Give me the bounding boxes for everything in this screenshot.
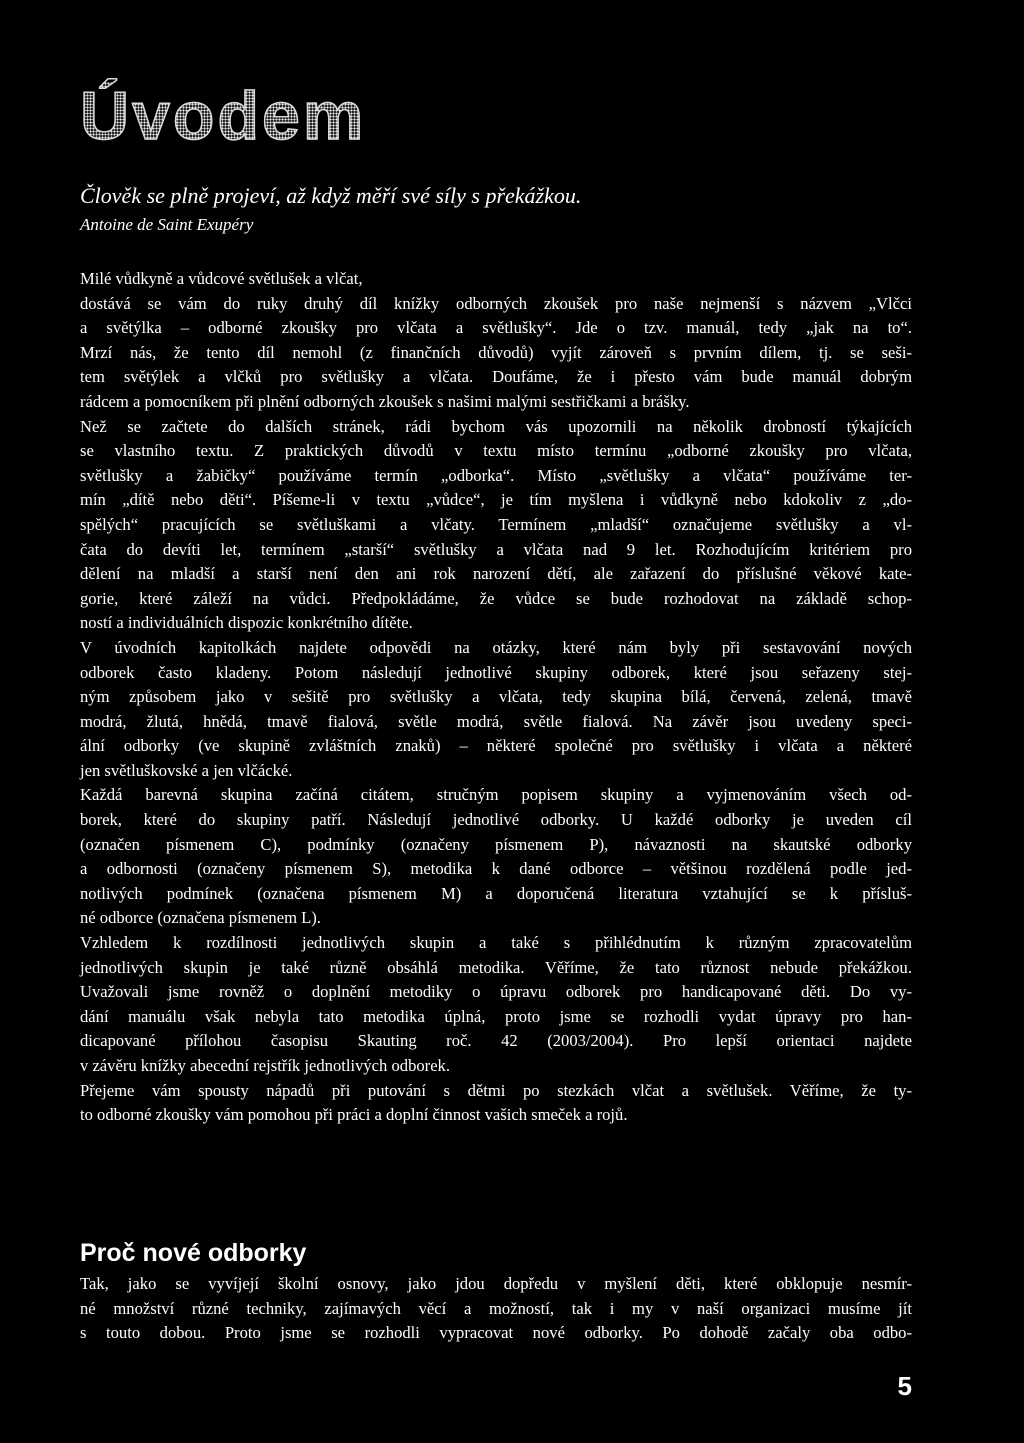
text-line: Mrzí nás, že tento díl nemohl (z finančních důvodů) vyjít zároveň s prvním dílem, tj. se seši- xyxy=(80,342,912,362)
page-number: 5 xyxy=(897,1371,912,1401)
text-line: tem světýlek a vlčků pro světlušky a vlčata. Doufáme, že i přesto vám bude manuál dobrým xyxy=(80,367,912,387)
text-line: spělých“ pracujících se světluškami a vlčaty. Termínem „mladší“ označujeme světlušky a vl- xyxy=(80,514,912,534)
text-line: Vzhledem k rozdílnosti jednotlivých skupin a také s přihlédnutím k různým zpracovatelům xyxy=(80,933,912,953)
page-heading: Úvodem xyxy=(80,78,367,154)
text-line: Milé vůdkyně a vůdcové světlušek a vlčat, xyxy=(80,269,363,288)
text-line: dicapované přílohou časopisu Skauting roč. 42 (2003/2004). Pro lepší orientaci najdete xyxy=(80,1031,912,1051)
text-line: dělení na mladší a starší není den ani rok narození dětí, ale zařazení do příslušné věkové kate- xyxy=(80,564,912,584)
text-line: rádcem a pomocníkem při plnění odborných zkoušek s našimi malými sestřičkami a brášky. xyxy=(80,391,690,411)
text-line: borek, které do skupiny patří. Následují jednotlivé odborky. U každé odborky je uveden cíl xyxy=(80,810,912,830)
text-line: ností a individuálních dispozic konkrétního dítěte. xyxy=(80,613,413,633)
text-line: v závěru knížky abecední rejstřík jednotlivých odborek. xyxy=(80,1056,451,1075)
text-line: to odborné zkoušky vám pomohou při práci a doplní činnost vašich smeček a rojů. xyxy=(80,1105,628,1125)
text-line: gorie, které záleží na vůdci. Předpokládáme, že vůdce se bude rozhodovat na základě schop- xyxy=(80,588,912,608)
text-line: Než se začtete do dalších stránek, rádi bychom vás upozornili na několik drobností týkajících xyxy=(80,416,912,436)
text-line: dostává se vám do ruky druhý díl knížky odborných zkoušek pro naše nejmenší s názvem „Vlčci xyxy=(80,293,912,313)
page xyxy=(80,0,912,1443)
motto-author: Antoine de Saint Exupéry xyxy=(80,215,254,234)
text-line: (označen písmenem C), podmínky (označeny písmenem P), návaznosti na skautské odborky xyxy=(80,834,912,854)
text-line: mín „dítě nebo děti“. Píšeme-li v textu „vůdce“, je tím myšlena i vůdkyně nebo kdokoliv z „do- xyxy=(80,490,912,510)
text-line: jen světluškovské a jen vlčácké. xyxy=(80,760,293,780)
text-line: odborek často kladeny. Potom následují jednotlivé skupiny odborek, které jsou seřazeny stej- xyxy=(80,662,912,682)
text-line: a světýlka – odborné zkoušky pro vlčata a světlušky“. Jde o tzv. manuál, tedy „jak na to“. xyxy=(80,318,912,338)
section-heading: Proč nové odborky xyxy=(80,1239,307,1267)
text-line: V úvodních kapitolkách najdete odpovědi na otázky, které nám byly při sestavování nových xyxy=(80,637,912,657)
text-line: se vlastního textu. Z praktických důvodů v textu místo termínu „odborné zkoušky pro vlčata, xyxy=(80,441,912,461)
text-line: né množství různé techniky, zajímavých věcí a možností, tak i my v naší organizaci musíme jít xyxy=(80,1298,912,1318)
text-line: a odbornosti (označeny písmenem S), metodika k dané odborce – většinou rozdělená podle jed- xyxy=(80,859,912,879)
text-line: Přejeme vám spousty nápadů při putování s dětmi po stezkách vlčat a světlušek. Věříme, že ty- xyxy=(80,1080,912,1100)
text-line: ným způsobem jako v sešitě pro světlušky a vlčata, tedy skupina bílá, červená, zelená, tmavě xyxy=(80,687,912,707)
text-line: modrá, žlutá, hnědá, tmavě fialová, světle modrá, světle fialová. Na závěr jsou uvedeny speci- xyxy=(80,711,912,731)
text-line: né odborce (označena písmenem L). xyxy=(80,908,321,928)
text-line: notlivých podmínek (označena písmenem M) a doporučená literatura vztahující se k přísluš- xyxy=(80,883,912,903)
text-line: jednotlivých skupin je také různě obsáhlá metodika. Věříme, že tato různost nebude překážkou. xyxy=(80,957,912,977)
text-line: dání manuálu však nebyla tato metodika úplná, proto jsme se rozhodli vydat úpravy pro han- xyxy=(80,1006,912,1026)
text-line: Uvažovali jsme rovněž o doplnění metodiky o úpravu odborek pro handicapované děti. Do vy- xyxy=(80,982,912,1002)
motto-quote: Člověk se plně projeví, až když měří své síly s překážkou. xyxy=(80,183,582,208)
text-line: světlušky a žabičky“ používáme termín „odborka“. Místo „světlušky a vlčata“ používáme ter- xyxy=(80,465,912,485)
text-line: čata do devíti let, termínem „starší“ světlušky a vlčata nad 9 let. Rozhodujícím kritériem pro xyxy=(80,539,912,559)
text-line: ální odborky (ve skupině zvláštních znaků) – některé společné pro světlušky i vlčata a některé xyxy=(80,736,912,756)
intro-body xyxy=(80,267,912,1128)
text-line: Každá barevná skupina začíná citátem, stručným popisem skupiny a vyjmenováním všech od- xyxy=(80,785,912,805)
text-line: Tak, jako se vyvíjejí školní osnovy, jako jdou dopředu v myšlení děti, které obklopuje nesmír- xyxy=(80,1274,912,1293)
text-line: s touto dobou. Proto jsme se rozhodli vypracovat nové odborky. Po dohodě začaly oba odbo- xyxy=(80,1323,912,1343)
section-body xyxy=(80,1272,912,1346)
